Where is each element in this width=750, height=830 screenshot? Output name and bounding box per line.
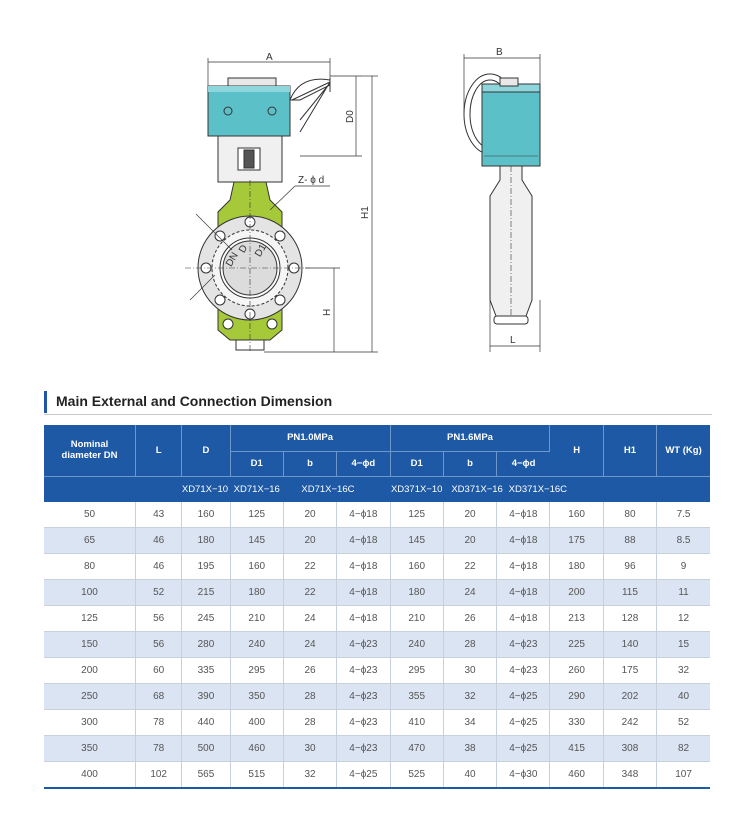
table-row — [44, 579, 710, 605]
cell-h: 180 — [550, 553, 603, 579]
table-row — [44, 761, 710, 788]
label-d: D — [237, 243, 251, 255]
header-pn16: PN1.6MPa — [390, 425, 550, 451]
table-row — [44, 683, 710, 709]
label-d1: D1 — [253, 242, 269, 259]
header-pn16-b: b — [443, 451, 496, 476]
cell-l: 60 — [136, 657, 182, 683]
cell-pn16-d1: 240 — [390, 631, 443, 657]
cell-pn16-d1: 160 — [390, 553, 443, 579]
cell-wt: 9 — [657, 553, 710, 579]
cell-pn10-b: 32 — [283, 761, 336, 788]
cell-l: 56 — [136, 631, 182, 657]
side-actuator-box — [482, 84, 540, 166]
cell-dn: 200 — [44, 657, 136, 683]
cell-h1: 348 — [603, 761, 656, 788]
cell-dn: 65 — [44, 527, 136, 553]
cell-d: 440 — [182, 709, 230, 735]
cell-pn16-b: 30 — [443, 657, 496, 683]
cell-pn16-holes: 4−ϕ18 — [497, 553, 550, 579]
cell-pn16-holes: 4−ϕ25 — [497, 709, 550, 735]
cell-wt: 82 — [657, 735, 710, 761]
cell-pn16-d1: 295 — [390, 657, 443, 683]
model-1: XD71X−10 — [44, 476, 230, 502]
cell-pn16-holes: 4−ϕ25 — [497, 683, 550, 709]
header-pn16-d1: D1 — [390, 451, 443, 476]
cell-pn16-d1: 180 — [390, 579, 443, 605]
cell-h: 160 — [550, 502, 603, 528]
cell-h: 415 — [550, 735, 603, 761]
header-l: L — [136, 425, 182, 476]
dimension-table — [44, 425, 710, 789]
cell-pn10-b: 28 — [283, 709, 336, 735]
cell-pn10-b: 26 — [283, 657, 336, 683]
cell-pn10-holes: 4−ϕ18 — [337, 553, 390, 579]
cell-pn16-d1: 145 — [390, 527, 443, 553]
model-2: XD71X−16 — [230, 476, 283, 502]
cell-l: 46 — [136, 553, 182, 579]
cell-pn10-b: 28 — [283, 683, 336, 709]
cell-pn10-holes: 4−ϕ23 — [337, 631, 390, 657]
cell-wt: 8.5 — [657, 527, 710, 553]
header-h: H — [550, 425, 603, 476]
cell-h1: 308 — [603, 735, 656, 761]
cell-pn16-b: 40 — [443, 761, 496, 788]
cell-pn10-d1: 210 — [230, 605, 283, 631]
cell-pn16-b: 28 — [443, 631, 496, 657]
cell-pn10-b: 20 — [283, 502, 336, 528]
cell-dn: 300 — [44, 709, 136, 735]
cell-pn10-d1: 125 — [230, 502, 283, 528]
cell-pn10-b: 24 — [283, 631, 336, 657]
label-a: A — [266, 52, 273, 63]
cell-d: 180 — [182, 527, 230, 553]
cell-pn16-holes: 4−ϕ30 — [497, 761, 550, 788]
cell-dn: 125 — [44, 605, 136, 631]
cell-h: 200 — [550, 579, 603, 605]
header-pn10: PN1.0MPa — [230, 425, 390, 451]
cell-d: 160 — [182, 502, 230, 528]
header-pn10-b: b — [283, 451, 336, 476]
cell-h1: 140 — [603, 631, 656, 657]
cell-pn10-d1: 180 — [230, 579, 283, 605]
cell-d: 195 — [182, 553, 230, 579]
cell-wt: 11 — [657, 579, 710, 605]
cell-l: 52 — [136, 579, 182, 605]
cell-d: 390 — [182, 683, 230, 709]
cell-d: 280 — [182, 631, 230, 657]
cell-d: 215 — [182, 579, 230, 605]
cell-l: 68 — [136, 683, 182, 709]
model-3: XD71X−16C — [283, 476, 390, 502]
cell-pn10-b: 30 — [283, 735, 336, 761]
label-h: H — [322, 308, 333, 316]
cell-pn10-b: 22 — [283, 553, 336, 579]
cell-dn: 400 — [44, 761, 136, 788]
cell-pn10-b: 24 — [283, 605, 336, 631]
cell-h1: 202 — [603, 683, 656, 709]
cell-pn10-holes: 4−ϕ18 — [337, 579, 390, 605]
cell-h1: 128 — [603, 605, 656, 631]
table-row — [44, 709, 710, 735]
cell-pn16-d1: 525 — [390, 761, 443, 788]
heading-rule — [44, 414, 712, 415]
cell-pn10-d1: 350 — [230, 683, 283, 709]
cell-h: 225 — [550, 631, 603, 657]
model-4: XD371X−10 — [390, 476, 443, 502]
cell-pn10-d1: 515 — [230, 761, 283, 788]
cell-pn10-d1: 240 — [230, 631, 283, 657]
cell-d: 335 — [182, 657, 230, 683]
cell-pn10-holes: 4−ϕ18 — [337, 527, 390, 553]
cell-pn10-d1: 160 — [230, 553, 283, 579]
cell-pn10-b: 22 — [283, 579, 336, 605]
cell-l: 78 — [136, 709, 182, 735]
table-row — [44, 553, 710, 579]
cell-h: 330 — [550, 709, 603, 735]
label-dn: DN — [224, 250, 241, 269]
cell-d: 565 — [182, 761, 230, 788]
cell-pn16-d1: 210 — [390, 605, 443, 631]
cell-wt: 15 — [657, 631, 710, 657]
heading-text: Main External and Connection Dimension — [56, 393, 333, 409]
table-row — [44, 527, 710, 553]
cell-pn16-b: 20 — [443, 502, 496, 528]
cell-pn16-holes: 4−ϕ23 — [497, 631, 550, 657]
label-z-phi-d: Z- ϕ d — [298, 175, 325, 186]
cell-pn16-b: 24 — [443, 579, 496, 605]
cell-h1: 96 — [603, 553, 656, 579]
cell-wt: 7.5 — [657, 502, 710, 528]
cell-pn16-d1: 410 — [390, 709, 443, 735]
table-body — [44, 476, 710, 788]
cell-h1: 80 — [603, 502, 656, 528]
cell-pn10-holes: 4−ϕ23 — [337, 735, 390, 761]
header-pn16-holes: 4−ϕd — [497, 451, 550, 476]
cell-h: 213 — [550, 605, 603, 631]
cell-pn16-b: 20 — [443, 527, 496, 553]
header-d: D — [182, 425, 230, 476]
table-row — [44, 631, 710, 657]
cell-pn10-holes: 4−ϕ18 — [337, 605, 390, 631]
valve-technical-drawing — [0, 0, 750, 370]
label-h1: H1 — [360, 206, 371, 219]
table-row — [44, 502, 710, 528]
cell-d: 245 — [182, 605, 230, 631]
cell-pn16-d1: 125 — [390, 502, 443, 528]
actuator-top-cap — [228, 78, 276, 86]
cell-pn10-b: 20 — [283, 527, 336, 553]
heading-accent-bar — [44, 391, 47, 413]
cell-pn16-holes: 4−ϕ18 — [497, 502, 550, 528]
cell-pn10-holes: 4−ϕ18 — [337, 502, 390, 528]
cell-dn: 150 — [44, 631, 136, 657]
cell-h: 260 — [550, 657, 603, 683]
cell-pn10-holes: 4−ϕ23 — [337, 683, 390, 709]
header-pn10-holes: 4−ϕd — [337, 451, 390, 476]
cell-pn16-b: 34 — [443, 709, 496, 735]
cell-dn: 80 — [44, 553, 136, 579]
cell-wt: 32 — [657, 657, 710, 683]
cell-pn16-b: 38 — [443, 735, 496, 761]
cell-wt: 107 — [657, 761, 710, 788]
cell-h: 290 — [550, 683, 603, 709]
cell-pn16-d1: 355 — [390, 683, 443, 709]
table-row — [44, 735, 710, 761]
actuator-box — [208, 86, 290, 136]
cell-pn10-d1: 460 — [230, 735, 283, 761]
cell-h1: 88 — [603, 527, 656, 553]
label-l: L — [510, 335, 516, 346]
cell-pn10-holes: 4−ϕ25 — [337, 761, 390, 788]
cell-dn: 350 — [44, 735, 136, 761]
cell-h1: 175 — [603, 657, 656, 683]
header-nominal-diameter: Nominal diameter DN — [44, 425, 136, 476]
table-row — [44, 657, 710, 683]
model-row — [44, 476, 710, 502]
cell-pn16-b: 32 — [443, 683, 496, 709]
cell-wt: 52 — [657, 709, 710, 735]
cell-d: 500 — [182, 735, 230, 761]
cell-l: 102 — [136, 761, 182, 788]
cell-pn16-holes: 4−ϕ18 — [497, 527, 550, 553]
cell-l: 56 — [136, 605, 182, 631]
cell-h: 175 — [550, 527, 603, 553]
cell-h1: 242 — [603, 709, 656, 735]
cell-dn: 100 — [44, 579, 136, 605]
header-pn10-d1: D1 — [230, 451, 283, 476]
cell-l: 43 — [136, 502, 182, 528]
cell-pn16-holes: 4−ϕ23 — [497, 657, 550, 683]
table-row — [44, 605, 710, 631]
cell-pn10-d1: 400 — [230, 709, 283, 735]
cell-h: 460 — [550, 761, 603, 788]
section-heading — [44, 387, 712, 415]
cell-pn10-holes: 4−ϕ23 — [337, 657, 390, 683]
cell-dn: 250 — [44, 683, 136, 709]
cell-l: 78 — [136, 735, 182, 761]
cell-pn10-holes: 4−ϕ23 — [337, 709, 390, 735]
model-6: XD371X−16C — [497, 476, 604, 502]
cell-pn16-d1: 470 — [390, 735, 443, 761]
header-h1: H1 — [603, 425, 656, 476]
cell-pn16-holes: 4−ϕ18 — [497, 605, 550, 631]
handwheel — [290, 79, 330, 100]
model-5: XD371X−16 — [443, 476, 496, 502]
cell-wt: 40 — [657, 683, 710, 709]
header-wt: WT (Kg) — [657, 425, 710, 476]
cell-pn10-d1: 295 — [230, 657, 283, 683]
cell-h1: 115 — [603, 579, 656, 605]
cell-pn16-b: 22 — [443, 553, 496, 579]
cell-pn16-b: 26 — [443, 605, 496, 631]
cell-wt: 12 — [657, 605, 710, 631]
label-d0: D0 — [345, 110, 356, 123]
cell-dn: 50 — [44, 502, 136, 528]
cell-pn16-holes: 4−ϕ18 — [497, 579, 550, 605]
cell-pn16-holes: 4−ϕ25 — [497, 735, 550, 761]
cell-l: 46 — [136, 527, 182, 553]
label-b: B — [496, 47, 503, 58]
cell-pn10-d1: 145 — [230, 527, 283, 553]
